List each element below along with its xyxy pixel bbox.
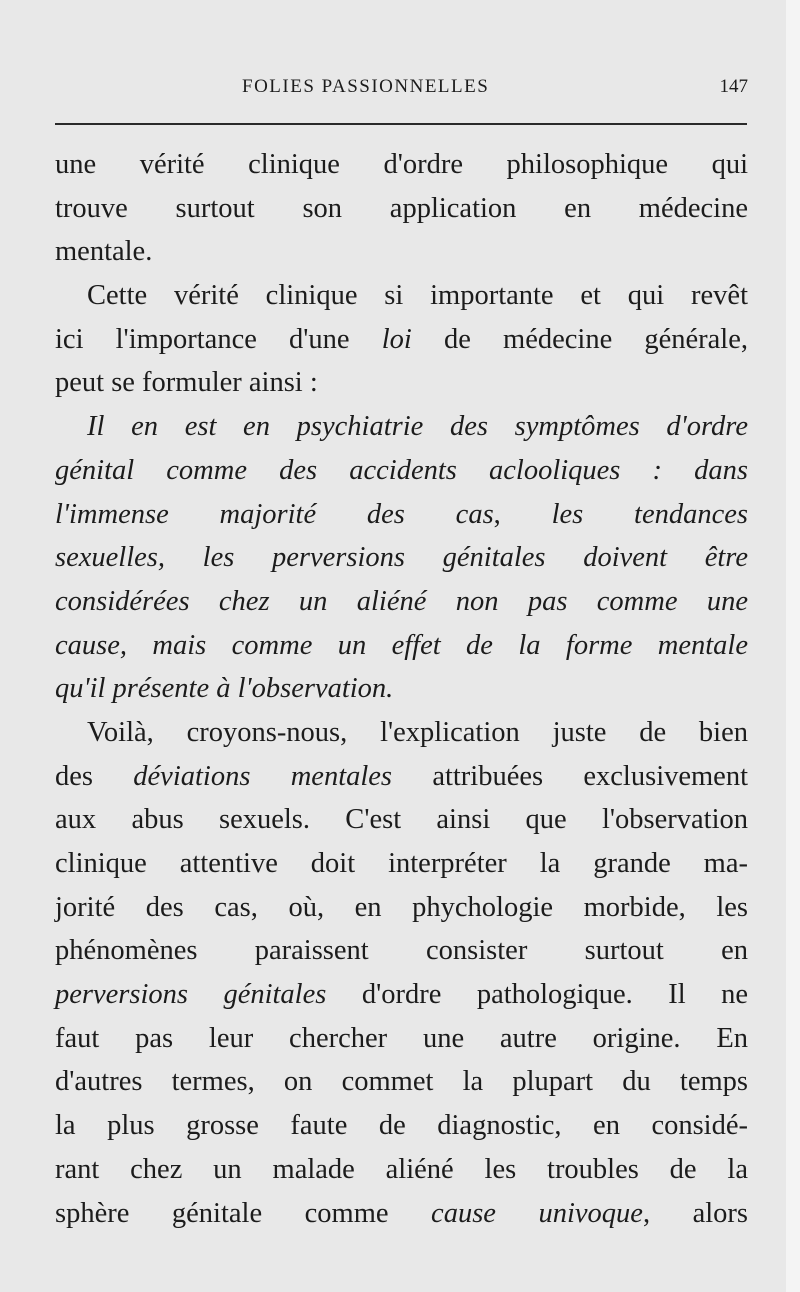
text-segment: trouve surtout son application en médecine: [55, 192, 748, 224]
page-edge: [786, 0, 800, 1292]
text-segment: de médecine générale,: [411, 323, 748, 355]
text-line: [55, 274, 748, 318]
italic-text: loi: [381, 323, 412, 355]
text-line: [55, 493, 748, 537]
text-line: [55, 187, 748, 231]
text-segment: jorité des cas, où, en phychologie morbide, les: [55, 891, 748, 923]
text-line: [55, 1104, 748, 1148]
text-segment: sphère génitale comme: [55, 1197, 432, 1229]
text-segment: ,: [493, 498, 552, 530]
italic-text: les tendances: [551, 498, 749, 530]
italic-text: cause, mais comme un effet de la forme mentale: [55, 629, 748, 661]
text-segment: peut se formuler ainsi :: [55, 367, 318, 399]
text-segment: la plus grosse faute de diagnostic, en considé-: [55, 1110, 748, 1142]
text-segment: mentale.: [55, 236, 153, 268]
text-segment: ici l'importance d'une: [55, 323, 382, 355]
text-line: [55, 1017, 748, 1061]
text-line: [55, 929, 748, 973]
header-rule: [55, 123, 747, 125]
italic-text: sexuelles, les perversions génitales doivent être: [55, 542, 748, 574]
text-line: [55, 536, 748, 580]
text-line: [55, 580, 748, 624]
page-number: 147: [719, 76, 748, 97]
text-line: [55, 230, 748, 274]
text-line: [55, 798, 748, 842]
italic-text: Il en est en psychiatrie des symptômes d'ordre: [87, 411, 748, 443]
text-segment: aux abus sexuels. C'est ainsi que l'observation: [55, 804, 748, 836]
text-segment: attribuées exclusivement: [392, 760, 748, 792]
text-line: [55, 143, 748, 187]
text-line: [55, 318, 748, 362]
text-line: [55, 886, 748, 930]
italic-text: déviations mentales: [133, 760, 393, 792]
italic-text: considérées chez un aliéné non pas comme une: [55, 585, 748, 617]
italic-text: l'immense majorité des cas: [55, 498, 494, 530]
text-line: [55, 1060, 748, 1104]
text-line: [55, 755, 748, 799]
italic-text: cause univoque: [431, 1197, 643, 1229]
body-text: [55, 143, 748, 1235]
text-line: [55, 973, 748, 1017]
text-segment: faut pas leur chercher une autre origine. En: [55, 1022, 748, 1054]
italic-text: perversions génitales: [55, 979, 327, 1011]
text-line: [55, 624, 748, 668]
text-segment: rant chez un malade aliéné les troubles de la: [55, 1153, 748, 1185]
text-segment: Cette vérité clinique si importante et qui revêt: [87, 280, 748, 312]
text-line: [55, 405, 748, 449]
text-segment: , alors: [642, 1197, 748, 1229]
text-segment: une vérité clinique d'ordre philosophique qui: [55, 149, 748, 180]
page-header: [55, 76, 750, 106]
text-line: [55, 1148, 748, 1192]
text-line: [55, 842, 748, 886]
italic-text: génital comme des accidents aclooliques : dans: [55, 454, 748, 486]
text-segment: Voilà, croyons-nous, l'explication juste de bien: [87, 716, 748, 748]
running-title: FOLIES PASSIONNELLES: [242, 76, 490, 97]
text-segment: phénomènes paraissent consister surtout en: [55, 935, 748, 967]
text-segment: d'autres termes, on commet la plupart du temps: [55, 1066, 748, 1098]
text-line: [55, 449, 748, 493]
text-line: [55, 667, 748, 711]
italic-text: qu'il présente à l'observation.: [55, 673, 394, 705]
text-line: [55, 361, 748, 405]
text-line: [55, 711, 748, 755]
text-segment: des: [55, 760, 134, 792]
text-line: [55, 1192, 748, 1236]
text-segment: d'ordre pathologique. Il ne: [326, 979, 748, 1011]
text-segment: clinique attentive doit interpréter la grande ma-: [55, 848, 748, 879]
